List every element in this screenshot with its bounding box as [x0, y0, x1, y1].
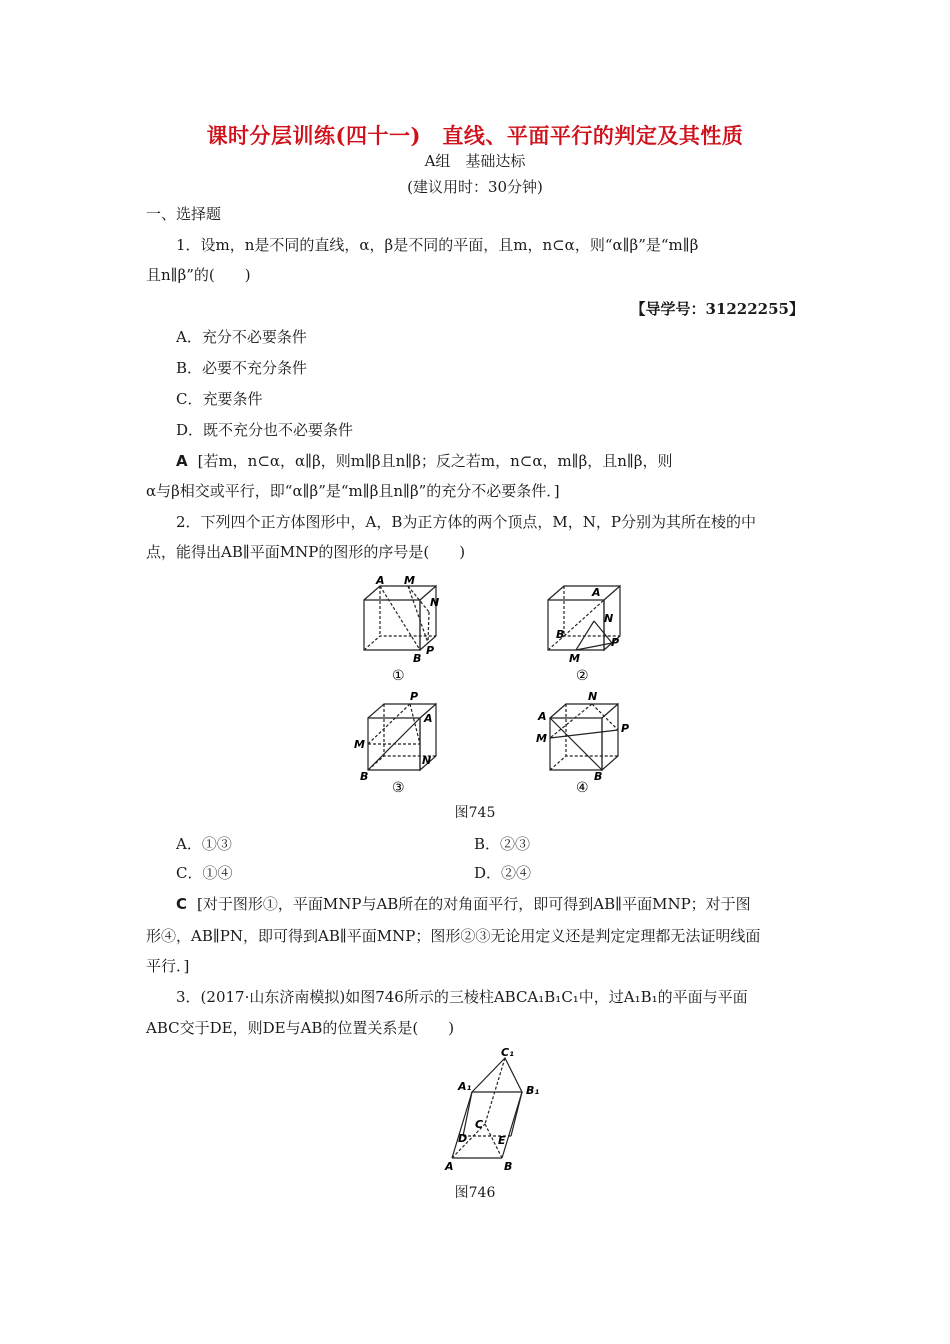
cube-diagram-1 — [364, 586, 436, 650]
q1-answer-letter: A — [176, 452, 188, 470]
fig746-label-a: A — [445, 1160, 454, 1173]
q2-option-b: B．②③ — [474, 835, 531, 853]
suggested-time: (建议用时：30分钟) — [407, 178, 543, 196]
fig746-label-e: E — [498, 1134, 506, 1147]
q2-stem-line2: 点，能得出AB∥平面MNP的图形的序号是( ) — [146, 543, 466, 561]
fig3-label-b: B — [360, 770, 369, 783]
fig4-label-b: B — [594, 770, 603, 783]
q2-stem-line1: 2．下列四个正方体图形中，A，B为正方体的两个顶点，M，N，P分别为其所在棱的中 — [176, 513, 756, 531]
q2-answer-letter: C — [176, 895, 188, 913]
q1-option-b: B．必要不充分条件 — [176, 359, 308, 377]
fig-num-3: ③ — [392, 780, 405, 796]
fig746-label-b1: B₁ — [526, 1084, 540, 1097]
fig2-label-p: P — [611, 636, 620, 649]
fig4-label-a: A — [538, 710, 547, 723]
fig-num-4: ④ — [576, 780, 589, 796]
q1-stem-line2: 且n∥β”的( ) — [146, 266, 251, 284]
q1-option-d: D．既不充分也不必要条件 — [176, 421, 354, 439]
fig746-label-c1: C₁ — [501, 1046, 514, 1059]
fig746-label-d: D — [458, 1132, 468, 1145]
q2-option-d: D．②④ — [474, 864, 532, 882]
guide-number: 【导学号：31222255】 — [630, 300, 804, 318]
q2-explanation-line2: 形④，AB∥PN，即可得到AB∥平面MNP；图形②③无论用定义还是判定定理都无法证明线面 — [146, 927, 761, 945]
fig3-label-a: A — [424, 712, 433, 725]
fig4-label-p: P — [621, 722, 630, 735]
cube-diagram-4 — [550, 704, 618, 770]
fig1-label-n: N — [430, 596, 440, 609]
section-heading: 一、选择题 — [146, 205, 222, 223]
fig1-label-p: P — [426, 644, 435, 657]
fig746-label-a1: A₁ — [458, 1080, 472, 1093]
figure-745-caption: 图745 — [454, 805, 496, 821]
q1-option-a: A．充分不必要条件 — [176, 328, 307, 346]
fig2-label-m: M — [569, 652, 580, 665]
q1-explanation-text1: [若m，n⊂α，α∥β，则m∥β且n∥β；反之若m，n⊂α，m∥β，且n∥β，则 — [197, 452, 673, 470]
figure-746-caption: 图746 — [454, 1185, 496, 1201]
fig1-label-b: B — [413, 652, 422, 665]
fig746-label-b: B — [504, 1160, 513, 1173]
fig2-label-n: N — [604, 612, 614, 625]
q1-explanation-line1 — [176, 450, 673, 472]
fig1-label-m: M — [404, 574, 415, 587]
figure-746 — [0, 1045, 950, 1175]
fig2-label-a: A — [592, 586, 601, 599]
fig4-label-n: N — [588, 690, 598, 703]
fig746-label-c: C — [475, 1118, 484, 1131]
q2-explanation-line1 — [176, 893, 751, 915]
q1-stem-line1: 1．设m，n是不同的直线，α，β是不同的平面，且m，n⊂α，则“α∥β”是“m∥β — [176, 236, 699, 254]
figure-745 — [0, 570, 950, 800]
q1-explanation-line2: α与β相交或平行，即“α∥β”是“m∥β且n∥β”的充分不必要条件．] — [146, 482, 560, 500]
q2-option-a: A．①③ — [176, 835, 232, 853]
fig3-label-n: N — [422, 754, 432, 767]
page-title: 课时分层训练(四十一) 直线、平面平行的判定及其性质 — [206, 123, 744, 148]
fig-num-1: ① — [392, 668, 405, 684]
fig-num-2: ② — [576, 668, 589, 684]
fig4-label-m: M — [536, 732, 547, 745]
fig3-label-m: M — [354, 738, 365, 751]
q2-explanation-line3: 平行．] — [146, 957, 190, 975]
group-heading: A组 基础达标 — [424, 152, 526, 170]
fig1-label-a: A — [376, 574, 385, 587]
fig2-label-b: B — [556, 628, 565, 641]
q3-stem-line2: ABC交于DE，则DE与AB的位置关系是( ) — [146, 1019, 455, 1037]
q2-option-c: C．①④ — [176, 864, 233, 882]
q3-stem-line1: 3．(2017·山东济南模拟)如图746所示的三棱柱ABCA₁B₁C₁中，过A₁B₁的平面与平面 — [176, 988, 748, 1006]
q2-explanation-text1: [对于图形①，平面MNP与AB所在的对角面平行，即可得到AB∥平面MNP；对于图 — [197, 895, 751, 913]
q1-option-c: C．充要条件 — [176, 390, 263, 408]
fig3-label-p: P — [410, 690, 419, 703]
